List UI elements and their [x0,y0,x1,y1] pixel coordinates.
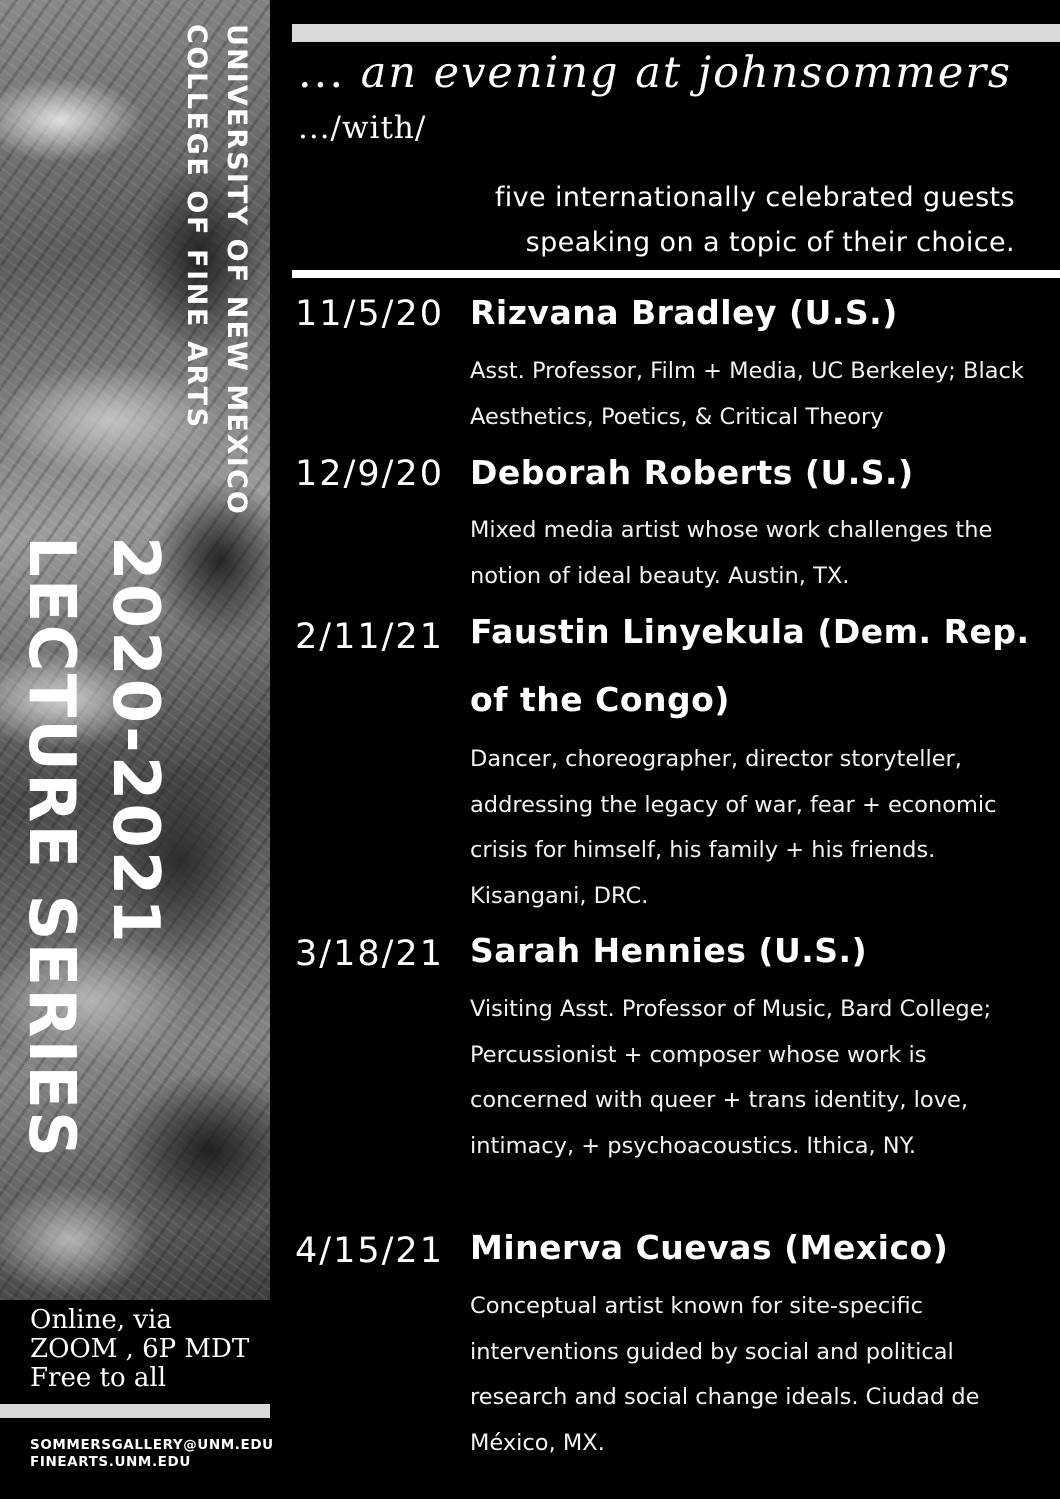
speaker-description: Asst. Professor, Film + Media, UC Berkeley; Black Aesthetics, Poetics, & Critical Theory [470,358,1024,430]
university-name: UNIVERSITY OF NEW MEXICO [221,24,252,516]
speaker-description: Conceptual artist known for site-specific interventions guided by social and political research and social change ideals. Ciudad de México, MX. [470,1293,980,1456]
contact-email[interactable]: SOMMERSGALLERY@UNM.EDU [30,1437,274,1453]
headline [298,48,1012,98]
headline-text: an evening at johnsommers [360,48,1012,98]
with-line: .../with/ [298,110,427,146]
speaker-description: Mixed media artist whose work challenges the notion of ideal beauty. Austin, TX. [470,517,993,589]
info-line: Free to all [30,1363,167,1393]
event-date: 2/11/21 [295,617,444,657]
event-date: 12/9/20 [295,454,444,494]
event-date: 4/15/21 [295,1231,444,1271]
info-line: ZOOM , 6P MDT [30,1334,250,1364]
event-date: 11/5/20 [295,294,444,334]
background-photo [0,0,270,1300]
header-divider-bar [292,270,1060,278]
tagline-line: five internationally celebrated guests [494,182,1015,213]
series-years: 2020-2021 [98,536,172,946]
headline-ellipsis: ... [298,48,346,98]
speaker-name: Faustin Linyekula (Dem. Rep. of the Congo) [470,612,1030,719]
event-date: 3/18/21 [295,934,444,974]
divider-bar [0,1404,270,1418]
speaker-name: Sarah Hennies (U.S.) [470,931,868,970]
top-divider-bar [292,24,1060,42]
info-line: Online, via [30,1305,172,1335]
tagline [495,175,1015,265]
tagline-line: speaking on a topic of their choice. [525,227,1015,258]
speaker-name: Minerva Cuevas (Mexico) [470,1228,949,1267]
speaker-description: Visiting Asst. Professor of Music, Bard College; Percussionist + composer whose work is concerned with queer + trans identity, love, intimacy, + psychoacoustics. Ithica, NY. [470,996,992,1159]
series-title: LECTURE SERIES [14,536,88,1160]
college-name: COLLEGE OF FINE ARTS [181,24,212,430]
speaker-name: Rizvana Bradley (U.S.) [470,293,898,332]
speaker-description: Dancer, choreographer, director storyteller, addressing the legacy of war, fear + economic crisis for himself, his family + his friends. Kisangani, DRC. [470,746,997,909]
contact-block [30,1437,274,1471]
contact-website[interactable]: FINEARTS.UNM.EDU [30,1454,191,1470]
event-info [30,1306,270,1393]
speaker-name: Deborah Roberts (U.S.) [470,453,914,492]
